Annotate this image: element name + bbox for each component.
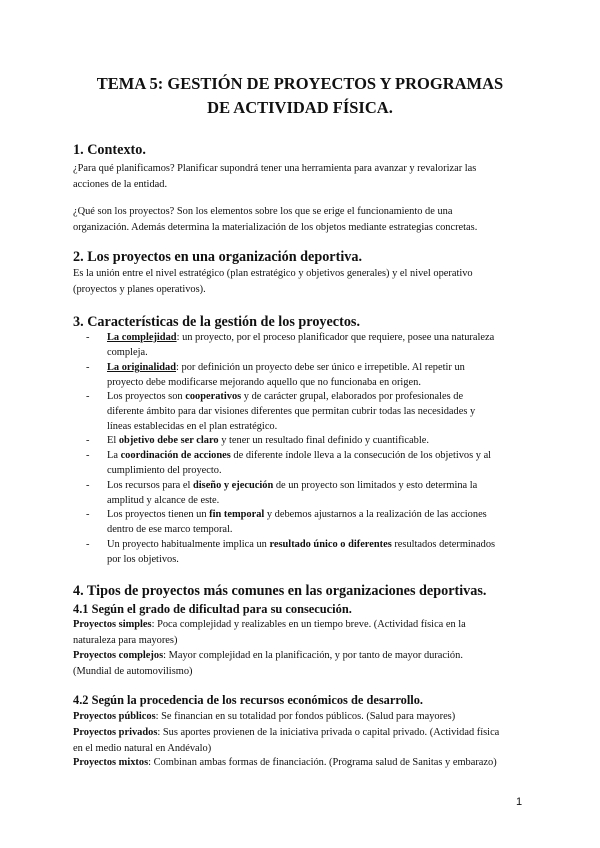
section-2-paragraph xyxy=(73,266,533,298)
text: : un proyecto, por el proceso planificador que requiere, posee una naturaleza xyxy=(176,332,495,343)
text-line: dentro de ese marco temporal. xyxy=(107,523,233,535)
section-1-paragraph-1 xyxy=(73,161,533,193)
text-line: organización. Además determina la materialización de los objetos mediante estrategias concretas. xyxy=(73,222,478,233)
section-1-paragraph-2 xyxy=(73,204,533,236)
section-4-heading: 4. Tipos de proyectos más comunes en las organizaciones deportivas. xyxy=(73,583,487,599)
text: : Poca complejidad y realizables en un tiempo breve. (Actividad física en la xyxy=(151,619,466,630)
text: resultados determinados xyxy=(391,539,496,550)
text: y tener un resultado final definido y cuantificable. xyxy=(218,435,429,446)
text: y de carácter grupal, elaborados por profesionales de xyxy=(241,391,464,402)
term: resultado único o diferentes xyxy=(269,539,392,550)
projects-private xyxy=(73,725,533,757)
term: Proyectos simples xyxy=(73,619,152,630)
bullet-dash: - xyxy=(86,391,90,402)
text: : Combinan ambas formas de financiación. (Programa salud de Sanitas y embarazo) xyxy=(148,757,497,768)
bullet-dash: - xyxy=(86,480,90,491)
projects-simple xyxy=(73,617,533,649)
text: : Mayor complejidad en la planificación, y por tanto de mayor duración. xyxy=(163,650,463,661)
term: coordinación de acciones xyxy=(120,450,231,461)
text-line: diferente ámbito para dar visiones diferentes que permitan cubrir todas las necesidades y xyxy=(107,405,476,417)
text-line: acciones de la entidad. xyxy=(73,179,168,190)
text: El xyxy=(107,435,119,446)
text-line: compleja. xyxy=(107,346,148,358)
subsection-4-1-heading: 4.1 Según el grado de dificultad para su consecución. xyxy=(73,602,352,616)
text-line: Es la unión entre el nivel estratégico (plan estratégico y objetivos generales) y el nivel operativo xyxy=(73,268,473,279)
term: La originalidad xyxy=(107,362,177,373)
text-line: cumplimiento del proyecto. xyxy=(107,464,222,476)
text-line: ¿Qué son los proyectos? Son los elementos sobre los que se erige el funcionamiento de una xyxy=(73,206,453,217)
text-line: líneas establecidas en el plan estratégico. xyxy=(107,420,278,432)
bullet-dash: - xyxy=(86,362,90,373)
text-line: ¿Para qué planificamos? Planificar supondrá tener una herramienta para avanzar y revalorizar las xyxy=(73,163,477,174)
term: Proyectos privados xyxy=(73,727,158,738)
text-line: proyecto debe modificarse mejorando aquello que no funcionaba en origen. xyxy=(107,376,421,388)
text: Los recursos para el xyxy=(107,480,193,491)
text: : por definición un proyecto debe ser único e irrepetible. Al repetir un xyxy=(176,362,465,373)
text: de diferente índole lleva a la consecución de los objetivos y al xyxy=(230,450,492,461)
text-line: en el medio natural en Andévalo) xyxy=(73,743,212,754)
projects-mixed xyxy=(73,755,533,771)
bullet-dash: - xyxy=(86,435,90,446)
title-line-2: DE ACTIVIDAD FÍSICA. xyxy=(207,98,393,117)
text-line: (Mundial de automovilismo) xyxy=(73,666,193,677)
term: Proyectos públicos xyxy=(73,711,156,722)
text-line: amplitud y alcance de este. xyxy=(107,494,220,506)
text: Los proyectos son xyxy=(107,391,186,402)
section-1-heading: 1. Contexto. xyxy=(73,142,146,158)
term: fin temporal xyxy=(209,509,265,520)
projects-public xyxy=(73,709,533,725)
bullet-dash: - xyxy=(86,450,90,461)
text: : Se financian en su totalidad por fondos públicos. (Salud para mayores) xyxy=(155,711,456,722)
term: Proyectos complejos xyxy=(73,650,164,661)
term: diseño y ejecución xyxy=(192,480,274,491)
title-line-1: TEMA 5: GESTIÓN DE PROYECTOS Y PROGRAMAS xyxy=(96,74,504,93)
section-3-heading: 3. Características de la gestión de los proyectos. xyxy=(73,314,360,330)
subsection-4-2-heading: 4.2 Según la procedencia de los recursos económicos de desarrollo. xyxy=(73,693,424,707)
term: objetivo debe ser claro xyxy=(118,435,219,446)
text-line: naturaleza para mayores) xyxy=(73,635,178,646)
text: La xyxy=(107,450,121,461)
section-2-heading: 2. Los proyectos en una organización deportiva. xyxy=(73,249,363,265)
text: de un proyecto son limitados y esto determina la xyxy=(273,480,478,491)
bullet-dash: - xyxy=(86,332,90,343)
page-number: 1 xyxy=(516,796,523,808)
term: La complejidad xyxy=(107,332,177,343)
text: Los proyectos tienen un xyxy=(107,509,210,520)
bullet-dash: - xyxy=(86,509,90,520)
text: Un proyecto habitualmente implica un xyxy=(107,539,270,550)
text-line: (proyectos y planes operativos). xyxy=(73,284,206,295)
text: : Sus aportes provienen de la iniciativa privada o capital privado. (Actividad física xyxy=(157,727,500,738)
text: y debemos ajustarnos a la realización de las acciones xyxy=(264,509,487,520)
projects-complex xyxy=(73,648,533,680)
document-title xyxy=(40,72,560,120)
term: Proyectos mixtos xyxy=(73,757,149,768)
text-line: por los objetivos. xyxy=(107,553,179,565)
term: cooperativos xyxy=(185,391,242,402)
bullet-dash: - xyxy=(86,539,90,550)
